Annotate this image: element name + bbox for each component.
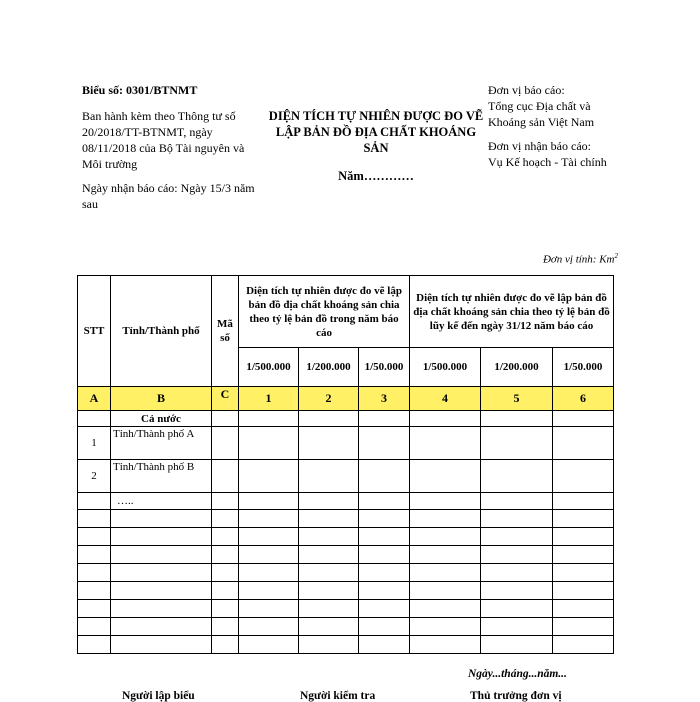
empty-cell [481, 618, 553, 636]
empty-cell [212, 528, 239, 546]
empty-cell [111, 618, 212, 636]
empty-cell [212, 636, 239, 654]
empty-cell [299, 618, 359, 636]
empty-table-row [78, 582, 614, 600]
empty-cell [239, 582, 299, 600]
code-cell: 1 [239, 387, 299, 411]
empty-cell [299, 528, 359, 546]
empty-cell [410, 564, 481, 582]
empty-cell [299, 510, 359, 528]
empty-cell [111, 546, 212, 564]
empty-cell [359, 528, 410, 546]
empty-cell [212, 618, 239, 636]
empty-cell [553, 600, 614, 618]
empty-cell [481, 636, 553, 654]
table-row [78, 460, 614, 493]
code-cell: 2 [299, 387, 359, 411]
empty-cell [239, 564, 299, 582]
header-group-year: Diện tích tự nhiên được đo vẽ lập bản đồ địa chất khoáng sản chia theo tỷ lệ bản đồ trong năm báo cáo [239, 276, 410, 348]
empty-cell [359, 510, 410, 528]
empty-cell [111, 636, 212, 654]
row-stt: 1 [78, 427, 111, 460]
empty-table-row [78, 510, 614, 528]
reporting-unit-label: Đơn vị báo cáo: [488, 83, 565, 97]
empty-cell [410, 546, 481, 564]
issued-with-text: Ban hành kèm theo Thông tư số 20/2018/TT-BTNMT, ngày 08/11/2018 của Bộ Tài nguyên và Môi trường [82, 109, 245, 171]
empty-table-row [78, 546, 614, 564]
empty-cell [410, 582, 481, 600]
empty-cell [239, 636, 299, 654]
empty-rows [78, 510, 614, 654]
empty-cell [481, 564, 553, 582]
form-number: Biểu số: 0301/BTNMT [82, 83, 198, 97]
empty-cell [212, 564, 239, 582]
empty-table-row [78, 636, 614, 654]
table-row [78, 427, 614, 460]
empty-cell [239, 528, 299, 546]
empty-cell [553, 564, 614, 582]
code-cell: 6 [553, 387, 614, 411]
empty-cell [410, 510, 481, 528]
table-row [78, 493, 614, 510]
empty-cell [359, 564, 410, 582]
empty-cell [212, 546, 239, 564]
empty-cell [111, 528, 212, 546]
empty-cell [410, 636, 481, 654]
unit-note-text: Đơn vị tính: Km [542, 253, 615, 266]
empty-cell [78, 618, 111, 636]
empty-cell [359, 582, 410, 600]
header-scale-3: 1/50.000 [359, 348, 410, 387]
row-province: Tỉnh/Thành phố A [111, 427, 212, 460]
header-scale-5: 1/200.000 [481, 348, 553, 387]
header-scale-1: 1/500.000 [239, 348, 299, 387]
header-group-cumulative: Diện tích tự nhiên được đo vẽ lập bản đồ địa chất khoáng sản chia theo tỷ lệ bản đồ lũy kế đến ngày 31/12 năm báo cáo [410, 276, 614, 348]
empty-cell [553, 636, 614, 654]
code-cell: 4 [410, 387, 481, 411]
empty-cell [78, 582, 111, 600]
signature-checker: Người kiểm tra [300, 690, 376, 702]
table-row [78, 411, 614, 427]
header-left [82, 82, 267, 220]
report-year: Năm………… [338, 169, 414, 183]
empty-cell [410, 600, 481, 618]
empty-cell [553, 582, 614, 600]
header-right [488, 82, 623, 178]
empty-cell [553, 546, 614, 564]
empty-cell [78, 546, 111, 564]
empty-cell [481, 528, 553, 546]
empty-cell [359, 600, 410, 618]
empty-cell [78, 510, 111, 528]
empty-cell [212, 600, 239, 618]
empty-cell [299, 546, 359, 564]
empty-cell [239, 546, 299, 564]
empty-cell [481, 582, 553, 600]
empty-cell [111, 510, 212, 528]
row-stt: 2 [78, 460, 111, 493]
empty-cell [553, 528, 614, 546]
signature-preparer: Người lập biểu [122, 690, 195, 702]
empty-cell [239, 618, 299, 636]
empty-cell [410, 618, 481, 636]
empty-cell [410, 528, 481, 546]
date-line: Ngày...tháng...năm... [468, 668, 567, 680]
empty-cell [111, 600, 212, 618]
empty-cell [359, 618, 410, 636]
header-scale-2: 1/200.000 [299, 348, 359, 387]
empty-cell [78, 636, 111, 654]
empty-table-row [78, 600, 614, 618]
whole-country-label: Cả nước [111, 411, 212, 427]
empty-cell [359, 546, 410, 564]
code-cell: B [111, 387, 212, 411]
empty-cell [239, 510, 299, 528]
empty-cell [481, 546, 553, 564]
empty-cell [299, 636, 359, 654]
empty-cell [481, 600, 553, 618]
empty-table-row [78, 564, 614, 582]
empty-cell [78, 564, 111, 582]
empty-cell [481, 510, 553, 528]
header-scale-6: 1/50.000 [553, 348, 614, 387]
receiving-unit: Vụ Kế hoạch - Tài chính [488, 155, 607, 169]
empty-cell [359, 636, 410, 654]
code-row [78, 387, 614, 411]
empty-cell [299, 564, 359, 582]
empty-cell [553, 510, 614, 528]
header-scale-4: 1/500.000 [410, 348, 481, 387]
code-cell: 3 [359, 387, 410, 411]
empty-cell [111, 564, 212, 582]
reporting-unit: Tổng cục Địa chất và Khoáng sản Việt Nam [488, 99, 595, 129]
empty-cell [553, 618, 614, 636]
receiving-unit-label: Đơn vị nhận báo cáo: [488, 139, 591, 153]
row-ellipsis: ….. [111, 493, 212, 510]
receive-date-text: Ngày nhận báo cáo: Ngày 15/3 năm sau [82, 181, 255, 211]
code-cell: 5 [481, 387, 553, 411]
header-center [262, 108, 490, 184]
unit-note [543, 252, 618, 266]
empty-cell [78, 600, 111, 618]
signature-head: Thủ trưởng đơn vị [470, 690, 562, 702]
report-title: DIỆN TÍCH TỰ NHIÊN ĐƯỢC ĐO VẼ LẬP BẢN ĐỒ ĐỊA CHẤT KHOÁNG SẢN [268, 109, 484, 155]
empty-cell [299, 582, 359, 600]
empty-table-row [78, 528, 614, 546]
empty-cell [299, 600, 359, 618]
empty-cell [78, 528, 111, 546]
code-cell: A [78, 387, 111, 411]
header-province: Tỉnh/Thành phố [111, 276, 212, 387]
code-cell: C [212, 387, 239, 411]
empty-cell [111, 582, 212, 600]
empty-table-row [78, 618, 614, 636]
row-province: Tỉnh/Thành phố B [111, 460, 212, 493]
report-table [77, 275, 614, 654]
unit-exponent: 2 [614, 252, 618, 260]
empty-cell [212, 510, 239, 528]
empty-cell [239, 600, 299, 618]
header-stt: STT [78, 276, 111, 387]
header-code: Mã số [212, 276, 239, 387]
empty-cell [212, 582, 239, 600]
